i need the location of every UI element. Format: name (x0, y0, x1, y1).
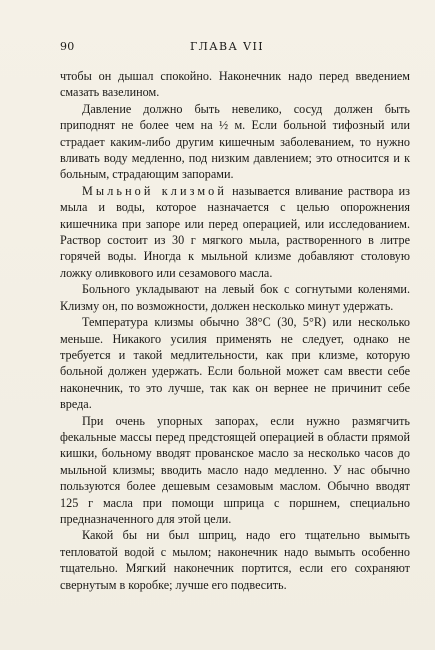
page-header (60, 40, 405, 56)
paragraph-4: Больного укладывают на левый бок с согнутыми коленями. Клизму он, по возможности, должен несколько минут удержать. (60, 282, 410, 313)
page-number: 90 (60, 40, 75, 53)
paragraph-6: При очень упорных запорах, если нужно размягчить фекальные массы перед предстоящей операцией в области прямой кишки, больному вводят прованское масло за несколько часов до мыльной клизмы; вводить масло надо медленно. У нас обычно пользуются более дешевым сезамовым маслом. Обычно вводят 125 г масла при помощи шприца с поршнем, специально предназначенного для этой цели. (60, 413, 410, 526)
paragraph-3 (60, 183, 410, 281)
chapter-title: ГЛАВА VII (190, 40, 264, 53)
paragraph-5: Температура клизмы обычно 38°С (30, 5°R) или несколько меньше. Никакого усилия применять не следует, однако не требуется и такой медлительности, как при клизме, которую больной должен удержать. Если больной может сам ввести себе наконечник, то это лучше, так как он вернее не причинит себе вреда. (60, 315, 410, 412)
paragraph-3-rest: называется вливание раствора из мыла и воды, которое назначается с целью опорожнения кишечника при запоре или перед операцией, или исследованием. Раствор состоит из 30 г мягкого мыла, растворенного в литре горячей воды. Иногда к мыльной клизме добавляют столовую ложку оливкового или сезамового масла. (60, 183, 410, 280)
paragraph-7: Какой бы ни был шприц, надо его тщательно вымыть тепловатой водой с мылом; наконечник надо вымыть особенно тщательно. Мягкий наконечник портится, если его сохраняют свернутым в коробке; лучше его подвесить. (60, 528, 410, 592)
body-text (60, 68, 410, 593)
paragraph-3-spaced-term: Мыльной клизмой (82, 183, 227, 198)
paragraph-1: чтобы он дышал спокойно. Наконечник надо перед введением смазать вазелином. (60, 69, 410, 100)
paragraph-2: Давление должно быть невелико, сосуд должен быть приподнят не более чем на ½ м. Если больной тифозный или страдает каким-либо другим кишечным заболеванием, то нужно вливать воду медленно, под низким давлением; это относится и к больным, страдающим запорами. (60, 101, 410, 182)
